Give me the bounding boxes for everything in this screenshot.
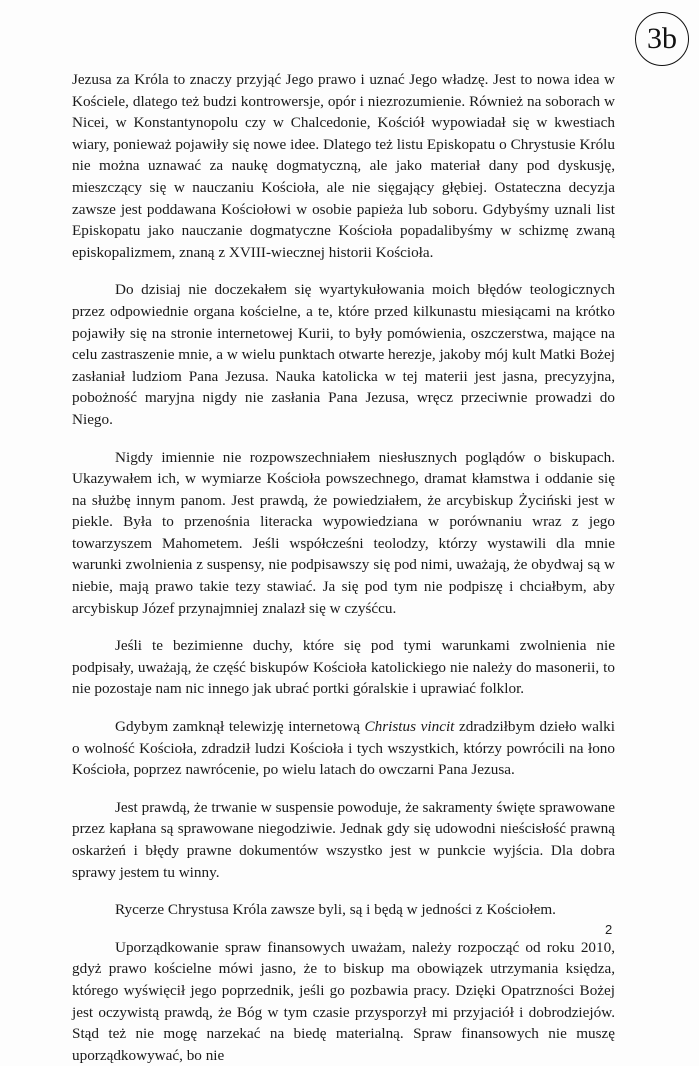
document-body [72, 69, 615, 1066]
text-segment: zdradziłbym dzieło walki o wolność Kościoła, zdradził ludzi Kościoła i tych wszystkich, którzy powrócili na łono Kościoła, poprzez nawrócenie, po wielu latach do owczarni Pana Jezusa. [72, 718, 615, 779]
paragraph-suspension: Jest prawdą, że trwanie w suspensie powoduje, że sakramenty święte sprawowane przez kapłana są sprawowane niegodziwie. Jednak gdy się udowodni nieścisłość prawną oskarżeń i błędy prawne dokumentów wszystko jest w punkcie wyjścia. Dla dobra sprawy jestem tu winny. [72, 798, 615, 881]
page-number: 2 [605, 922, 613, 937]
paragraph-finances: Uporządkowanie spraw finansowych uważam, należy rozpocząć od roku 2010, gdyż prawo kościelne mówi jasno, że to biskup ma obowiązek utrzymania księdza, którego wyświęcił jego poprzednik, jeśli go pozbawia pracy. Dzięki Opatrzności Bożej jest oczywistą prawdą, że Bóg w tym czasie przysporzył mi przyjaciół i dobrodziejów. Stąd też nie mogę narzekać na biedę materialną. Spraw finansowych nie muszę uporządkowywać, bo nie [72, 938, 615, 1064]
text-segment: Gdybym zamknął telewizję internetową [115, 718, 365, 736]
paragraph-television [72, 716, 615, 781]
paragraph-theological-errors: Do dzisiaj nie doczekałem się wyartykułowania moich błędów teologicznych przez odpowiednie organa kościelne, a te, które przed kilkunastu miesiącami na krótko pojawiły się na stronie internetowej Kurii, to były pomówienia, oszczerstwa, mające na celu zastraszenie mnie, a w wielu punktach otwarte herezje, jakoby mój kult Matki Bożej zasłaniał ludziom Pana Jezusa. Nauka katolicka w tej materii jest jasna, precyzyjna, pobożność maryjna nigdy nie zasłania Pana Jezusa, wręcz przeciwnie prowadzi do Niego. [72, 281, 615, 428]
italic-title: Christus vincit [364, 718, 455, 736]
page-label-badge [635, 12, 689, 66]
paragraph-anonymous-spirits: Jeśli te bezimienne duchy, które się pod tymi warunkami zwolnienia nie podpisały, uważają, że część biskupów Kościoła katolickiego nie należy do masonerii, to nie pozostaje nam nic innego jak ubrać portki góralskie i uprawiać folklor. [72, 637, 615, 698]
paragraph-bishops: Nigdy imiennie nie rozpowszechniałem niesłusznych poglądów o biskupach. Ukazywałem ich, w wymiarze Kościoła powszechnego, dramat kłamstwa i oddanie się na służbę innym panom. Jest prawdą, że powiedziałem, że arcybiskup Życiński jest w piekle. Była to przenośnia literacka wypowiedziana w porównaniu wraz z jego towarzyszem Mahometem. Jeśli współcześni teolodzy, którzy wystawili dla mnie warunki zwolnienia z suspensy, nie podpisawszy się pod nimi, uważają, że obydwaj są w niebie, mają prawo takie tezy stawiać. Ja się pod tym nie podpiszę i chciałbym, aby arcybiskup Józef przynajmniej znalazł się w czyśćcu. [72, 448, 615, 617]
badge-text: 3b [647, 22, 677, 55]
paragraph-knights: Rycerze Chrystusa Króla zawsze byli, są i będą w jedności z Kościołem. [115, 901, 556, 919]
paragraph-continuation: Jezusa za Króla to znaczy przyjąć Jego prawo i uznać Jego władzę. Jest to nowa idea w Kościele, dlatego też budzi kontrowersje, opór i niezrozumienie. Również na soborach w Nicei, w Konstantynopolu czy w Chalcedonie, Kościół wypowiadał się w kwestiach wiary, ponieważ pojawiły się nowe idee. Dlatego też listu Episkopatu o Chrystusie Królu nie można uznawać za naukę dogmatyczną, ale jako materiał dany pod dyskusję, mieszczący się w nauczaniu Kościoła, ale nie sięgający głębiej. Ostateczna decyzja zawsze jest poddawana Kościołowi w osobie papieża lub soboru. Gdybyśmy uznali list Episkopatu jako nauczanie dogmatyczne Kościoła popadalibyśmy w schizmę zwaną episkopalizmem, znaną z XVIII-wiecznej historii Kościoła. [72, 71, 615, 261]
